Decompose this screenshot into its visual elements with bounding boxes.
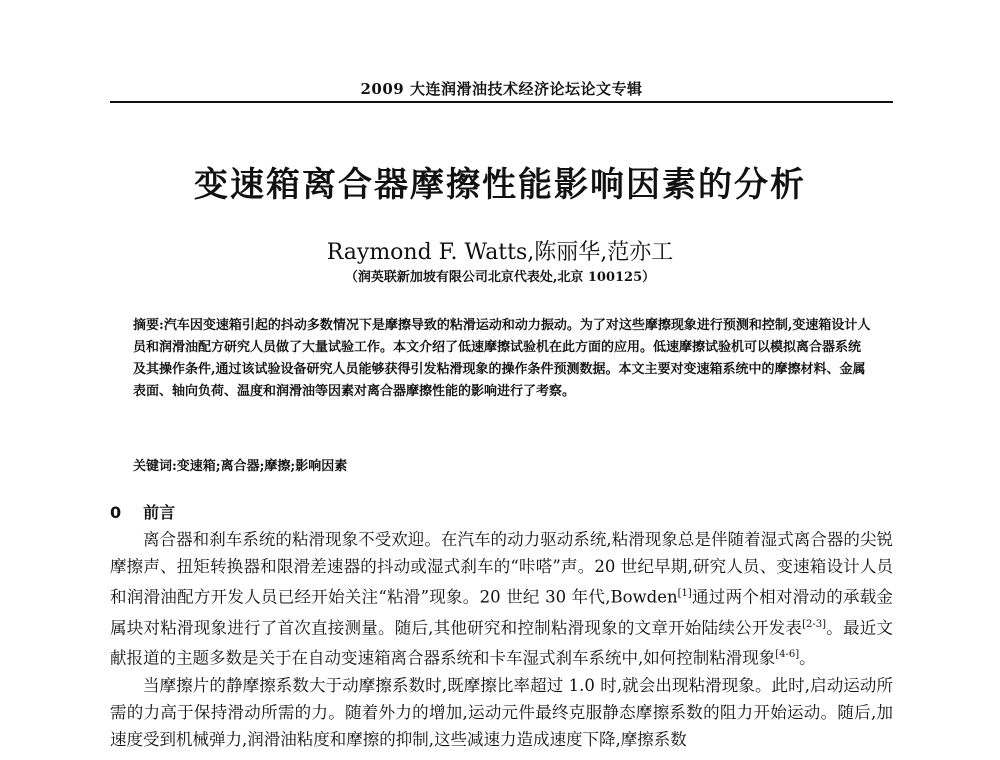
running-header: 2009 大连润滑油技术经济论坛论文专辑 [360, 80, 643, 98]
body-text [110, 526, 893, 753]
keywords: 关键词:变速箱;离合器;摩擦;影响因素 [133, 459, 348, 474]
abstract-text: 汽车因变速箱引起的抖动多数情况下是摩擦导致的粘滑运动和动力振动。为了对这些摩擦现象进行预测和控制,变速箱设计人员和润滑油配方研究人员做了大量试验工作。本文介绍了低速摩擦试验机在此方面的应用。低速摩擦试验机可以模拟离合器系统及其操作条件,通过该试验设备研究人员能够获得引发粘滑现象的操作条件预测数据。本文主要对变速箱系统中的摩擦材料、金属表面、轴向负荷、温度和润滑油等因素对离合器摩擦性能的影响进行了考察。 [133, 318, 871, 399]
section-heading [110, 500, 175, 523]
header-rule [110, 101, 893, 103]
section-title: 前言 [143, 503, 176, 522]
paper-authors: Raymond F. Watts,陈丽华,范亦工 [326, 240, 674, 265]
citation: [4-6] [775, 649, 800, 660]
abstract-label: 摘要: [133, 318, 164, 333]
paper-title: 变速箱离合器摩擦性能影响因素的分析 [194, 165, 806, 205]
section-number: 0 [110, 503, 122, 522]
abstract [133, 315, 873, 403]
author-affiliation: （润英联新加坡有限公司北京代表处,北京 100125） [344, 270, 656, 285]
citation: [2-3] [802, 618, 827, 630]
paragraph-2: 当摩擦片的静摩擦系数大于动摩擦系数时,既摩擦比率超过 1.0 时,就会出现粘滑现象。此时,启动运动所需的力高于保持滑动所需的力。随着外力的增加,运动元件最终克服静态摩擦系数的阻力开始运动。随后,加速度受到机械弹力,润滑油粘度和摩擦的抑制,这些减速力造成速度下降,摩擦系数 [110, 675, 893, 749]
paragraph-1: 离合器和刹车系统的粘滑现象不受欢迎。在汽车的动力驱动系统,粘滑现象总是伴随着湿式离合器的尖锐摩擦声、扭矩转换器和限滑差速器的抖动或湿式刹车的“咔嗒”声。20 世纪早期,研究人员、变速箱设计人员和润滑油配方开发人员已经开始关注“粘滑”现象。20 世纪 30 年代,Bowden[1]通过两个相对滑动的承载金属块对粘滑现象进行了首次直接测量。随后,其他研究和控制粘滑现象的文章开始陆续公开发表[2-3]。最近文献报道的主题多数是关于在自动变速箱离合器系统和卡车湿式刹车系统中,如何控制粘滑现象[4-6]。 [110, 530, 894, 668]
citation: [1] [677, 588, 692, 599]
